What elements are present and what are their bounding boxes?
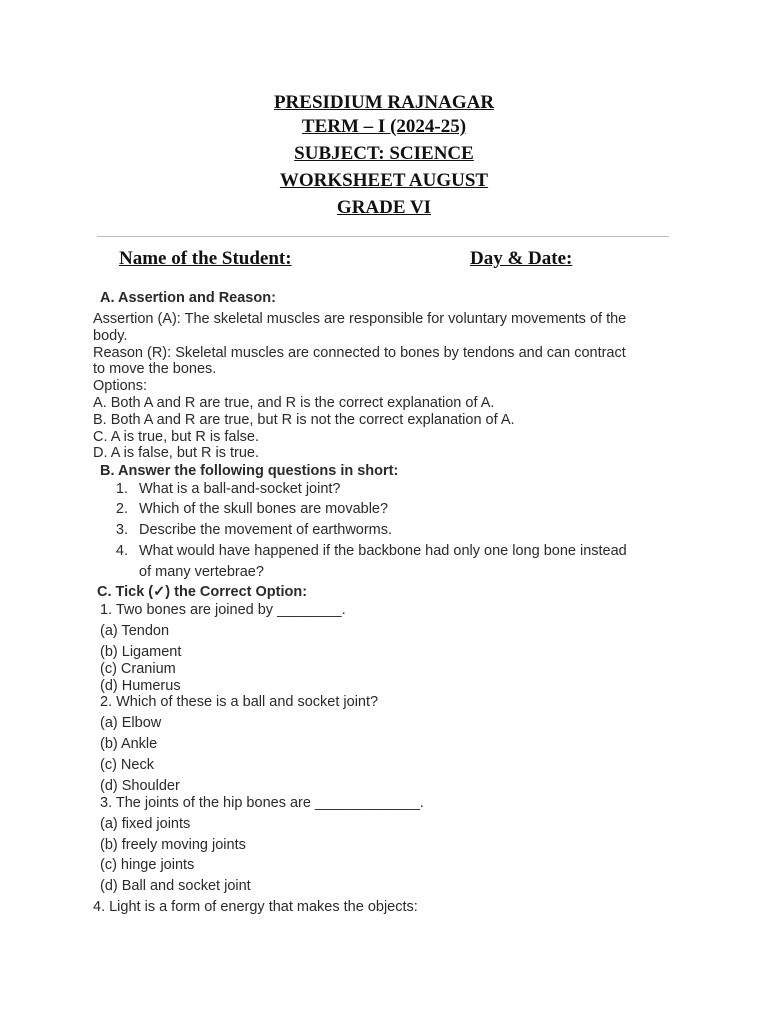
mcq-2-option-d: (d) Shoulder bbox=[100, 778, 180, 794]
short-question-1: What is a ball-and-socket joint? bbox=[139, 481, 341, 497]
mcq-1-option-c: (c) Cranium bbox=[100, 661, 176, 677]
mcq-3-stem: 3. The joints of the hip bones are _____________. bbox=[100, 795, 424, 811]
subject-line: SUBJECT: SCIENCE bbox=[294, 143, 474, 164]
reason-line-2: to move the bones. bbox=[93, 361, 217, 377]
grade-line: GRADE VI bbox=[336, 197, 432, 218]
term-line: TERM – I (2024-25) bbox=[301, 116, 467, 137]
mcq-3-option-a: (a) fixed joints bbox=[100, 816, 191, 832]
mcq-1-stem: 1. Two bones are joined by ________. bbox=[100, 602, 346, 618]
mcq-1-option-d: (d) Humerus bbox=[100, 678, 181, 694]
mcq-1-option-a: (a) Tendon bbox=[100, 623, 170, 639]
school-name: PRESIDIUM RAJNAGAR bbox=[273, 92, 495, 113]
mcq-2-option-b: (b) Ankle bbox=[100, 736, 158, 752]
question-number: 2. bbox=[115, 501, 128, 517]
mcq-3-option-d: (d) Ball and socket joint bbox=[100, 878, 251, 894]
mcq-2-stem: 2. Which of these is a ball and socket joint? bbox=[100, 694, 379, 710]
option-a: A. Both A and R are true, and R is the correct explanation of A. bbox=[93, 395, 495, 411]
reason-line-1: Reason (R): Skeletal muscles are connected to bones by tendons and can contract bbox=[93, 345, 626, 361]
mcq-2-option-c: (c) Neck bbox=[100, 757, 154, 773]
question-number: 4. bbox=[115, 543, 128, 559]
assertion-line-1: Assertion (A): The skeletal muscles are responsible for voluntary movements of the bbox=[93, 311, 627, 327]
short-question-2: Which of the skull bones are movable? bbox=[139, 501, 389, 517]
option-d: D. A is false, but R is true. bbox=[93, 445, 260, 461]
short-question-4: What would have happened if the backbone had only one long bone instead bbox=[139, 543, 627, 559]
mcq-2-option-a: (a) Elbow bbox=[100, 715, 162, 731]
option-c: C. A is true, but R is false. bbox=[93, 429, 260, 445]
student-name-label: Name of the Student: bbox=[119, 248, 292, 269]
short-question-4-cont: of many vertebrae? bbox=[139, 564, 264, 580]
mcq-1-option-b: (b) Ligament bbox=[100, 644, 182, 660]
mcq-3-option-b: (b) freely moving joints bbox=[100, 837, 246, 853]
section-a-title: A. Assertion and Reason: bbox=[100, 290, 276, 306]
day-date-label: Day & Date: bbox=[470, 248, 573, 269]
header-divider bbox=[97, 236, 669, 237]
mcq-4-stem: 4. Light is a form of energy that makes the objects: bbox=[93, 899, 418, 915]
option-b: B. Both A and R are true, but R is not the correct explanation of A. bbox=[93, 412, 515, 428]
question-number: 1. bbox=[115, 481, 128, 497]
section-b-title: B. Answer the following questions in short: bbox=[100, 463, 399, 479]
question-number: 3. bbox=[115, 522, 128, 538]
section-c-title: C. Tick (✓) the Correct Option: bbox=[97, 584, 308, 600]
short-question-3: Describe the movement of earthworms. bbox=[139, 522, 393, 538]
assertion-line-2: body. bbox=[93, 328, 128, 344]
mcq-3-option-c: (c) hinge joints bbox=[100, 857, 195, 873]
options-label: Options: bbox=[93, 378, 147, 394]
worksheet-title: WORKSHEET AUGUST bbox=[279, 170, 489, 191]
